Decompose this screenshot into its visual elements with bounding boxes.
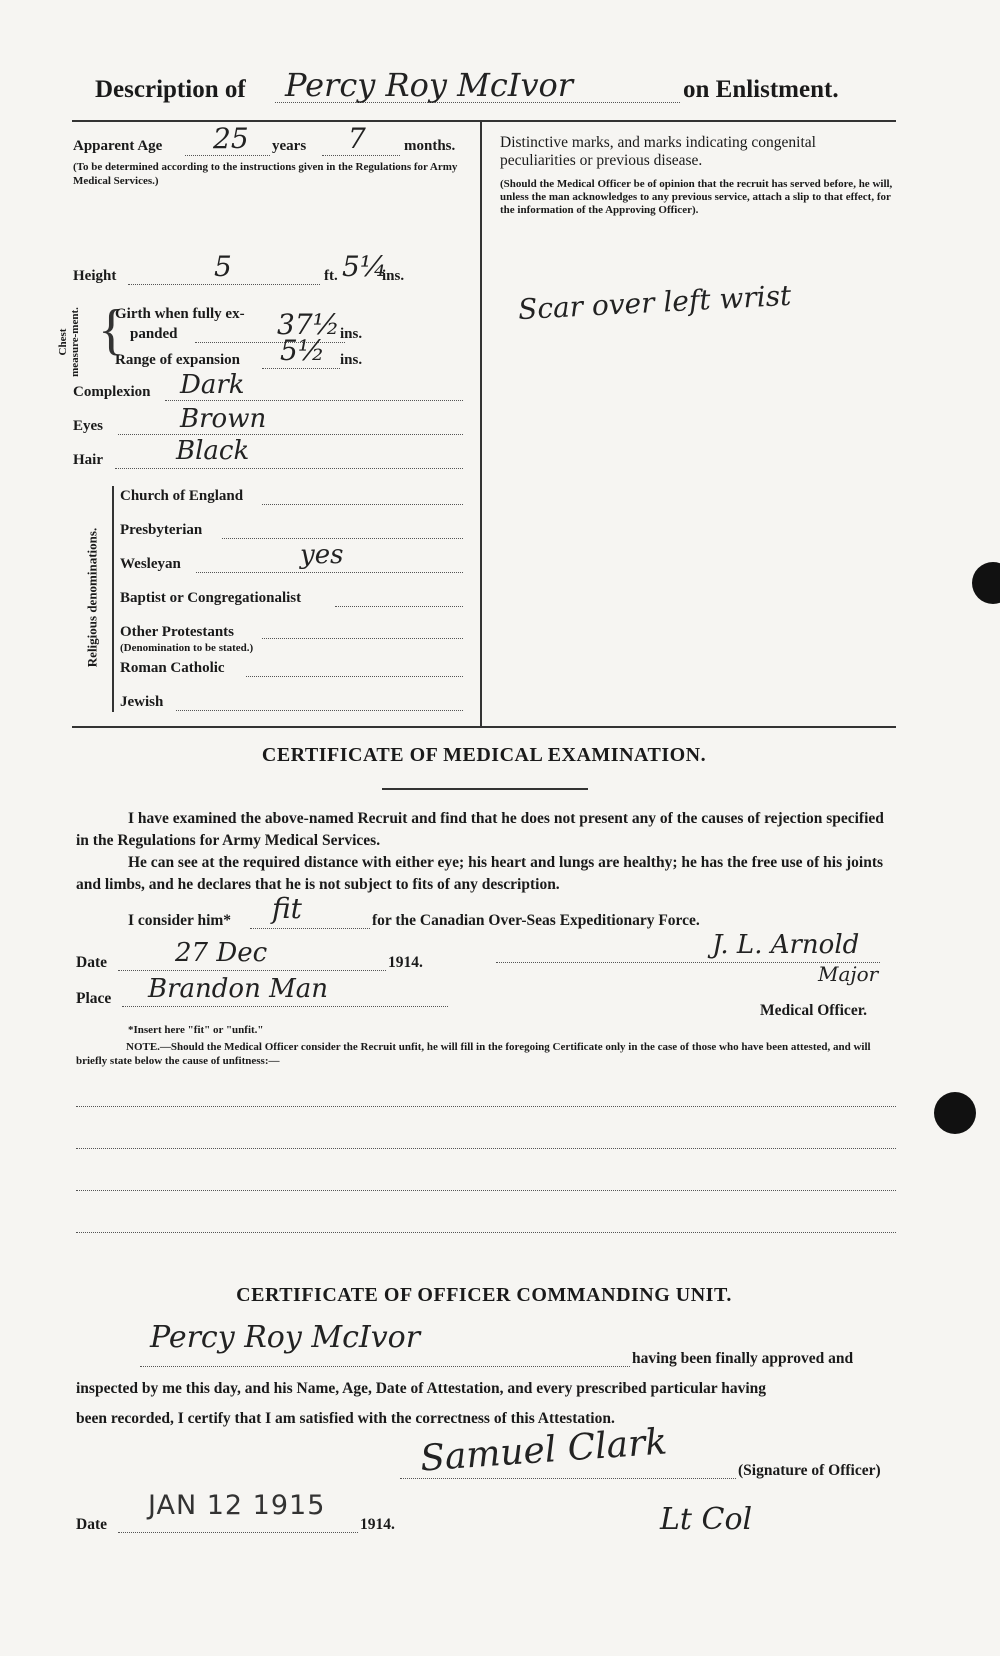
medical-para-2: He can see at the required distance with either eye; his heart and lungs are healthy; he has the free use of his joints and limbs, and he declares that he is not subject to fits of any description. — [76, 854, 884, 893]
consider-suffix: for the Canadian Over-Seas Expeditionary Force. — [372, 912, 700, 929]
girth-value: 37½ — [277, 308, 340, 341]
expansion-unit: ins. — [340, 352, 363, 368]
commanding-signature: Samuel Clark — [418, 1421, 669, 1480]
commanding-date-label: Date — [76, 1516, 107, 1533]
religion-bracket — [112, 486, 114, 712]
commanding-text-1: having been finally approved and — [632, 1350, 854, 1367]
months-label: months. — [404, 138, 456, 154]
religion-presbyterian: Presbyterian — [120, 522, 203, 538]
chest-side-label: Chest measure-ment. — [57, 307, 81, 377]
attestation-page: Description of Percy Roy McIvor on Enlistment. Apparent Age 25 years 7 months. (To be determined according to the instructions given in the Regulations for Army Medical Services.) Height 5 ft. 5¼ ins. Chest measure-ment. { Girth when fully ex- panded 37½ ins. Range of expansion 5½ ins. Complexion Dark Eyes Brown Hair Black Religious denominations. Church of England Presbyterian Wesleyan yes Baptist or Congregationalist Other Protestants (Denomination to be stated.) Roman Catholic Jewish Distinctive marks, and marks indicating congenital peculiarities or previous disease. (Should the Medical Officer be of opinion that the recruit has served before, he will, unless the man acknowledges to any previous service, attach a slip to that effect, for the information of the Approving Officer). Scar over left wrist CERTIFICATE OF MEDICAL EXAMINATION. I have examined the above-named Recruit and find that he does not present any of the causes of rejection specified in the Regulations for Army Medical Services. He can see at the required distance with either eye; his heart and lungs are healthy; he has the free use of his joints and limbs, and he declares that he is not subject to fits of any description. I consider him* fit for the Canadian Over-Seas Expeditionary Force. Date 27 Dec 1914. Place Brandon Man J. L. Arnold Major Medical Officer. *Insert here "fit" or "unfit." NOTE.—Should the Medical Officer consider the Recruit unfit, he will fill in the foregoing Certificate only in the case of those who have been attested, and will briefly state below the cause of unfitness:— CERTIFICATE OF OFFICER COMMANDING UNIT. Percy Roy McIvor having been finally approved and inspected by me this day, and his Name, Age, Date of Attestation, and every prescribed particular having been recorded, I certify that I am satisfied with the correctness of this Attestation. Samuel Clark (Signature of Officer) Lt Col Date JAN 12 1915 1914. — [0, 0, 1000, 1656]
expansion-label: Range of expansion — [115, 352, 241, 368]
commanding-name-value: Percy Roy McIvor — [150, 1320, 421, 1355]
header-title-prefix: Description of — [95, 76, 246, 103]
medical-date-label: Date — [76, 954, 107, 971]
age-years: 25 — [213, 122, 249, 155]
years-label: years — [272, 138, 307, 154]
hair-value: Black — [176, 436, 250, 466]
eyes-label: Eyes — [73, 418, 103, 434]
expansion-value: 5½ — [280, 334, 325, 367]
unfitness-line-4 — [76, 1232, 896, 1233]
medical-title: CERTIFICATE OF MEDICAL EXAMINATION. — [261, 744, 707, 766]
commanding-signature-label: (Signature of Officer) — [738, 1462, 881, 1479]
religion-wesleyan: Wesleyan — [120, 556, 181, 572]
punch-hole-bottom — [934, 1092, 976, 1134]
unfitness-line-3 — [76, 1190, 896, 1191]
marks-heading-1: Distinctive marks, and marks indicating congenital — [500, 134, 816, 151]
age-label: Apparent Age — [73, 138, 163, 154]
complexion-label: Complexion — [73, 384, 151, 400]
top-rule — [72, 120, 896, 122]
consider-prefix: I consider him* — [128, 912, 232, 929]
commanding-text-3: been recorded, I certify that I am satisfied with the correctness of this Attestation. — [76, 1410, 615, 1427]
commanding-title: CERTIFICATE OF OFFICER COMMANDING UNIT. — [236, 1284, 732, 1306]
height-ft: 5 — [214, 250, 232, 283]
medical-para-1: I have examined the above-named Recruit and find that he does not present any of the causes of rejection specified in the Regulations for Army Medical Services. — [76, 810, 884, 849]
marks-heading-2: peculiarities or previous disease. — [500, 152, 703, 169]
marks-value: Scar over left wrist — [517, 278, 793, 327]
medical-date-value: 27 Dec — [175, 938, 268, 968]
religion-wesleyan-value: yes — [300, 540, 344, 570]
medical-officer-label: Medical Officer. — [760, 1002, 868, 1019]
religion-church-of-england: Church of England — [120, 488, 244, 504]
unfitness-line-1 — [76, 1106, 896, 1107]
girth-unit: ins. — [340, 326, 363, 342]
header-title-suffix: on Enlistment. — [683, 76, 839, 103]
section-rule — [72, 726, 896, 728]
marks-note: (Should the Medical Officer be of opinion that the recruit has served before, he will, unless the man acknowledges to any previous service, attach a slip to that effect, for the information of the Approving Officer). — [500, 178, 893, 216]
religion-baptist: Baptist or Congregationalist — [120, 590, 302, 606]
hair-label: Hair — [73, 452, 103, 468]
age-months: 7 — [348, 122, 366, 155]
medical-officer-signature: J. L. Arnold — [712, 930, 860, 960]
punch-hole-top — [972, 562, 1000, 604]
recruit-name: Percy Roy McIvor — [285, 66, 574, 104]
height-label: Height — [73, 268, 117, 284]
ft-label: ft. — [324, 268, 338, 284]
complexion-value: Dark — [180, 370, 245, 400]
religion-other-protestants: Other Protestants — [120, 624, 235, 640]
religion-jewish: Jewish — [120, 694, 164, 710]
age-note: (To be determined according to the instructions given in the Regulations for Army Medical Services.) — [73, 161, 458, 187]
commanding-signature-rank: Lt Col — [660, 1502, 753, 1537]
medical-note: NOTE.—Should the Medical Officer consider the Recruit unfit, he will fill in the foregoing Certificate only in the case of those who have been attested, and will briefly state below the cause of unfitness:— — [76, 1041, 871, 1067]
religion-other-note: (Denomination to be stated.) — [120, 642, 254, 654]
insert-note: *Insert here "fit" or "unfit." — [128, 1024, 264, 1036]
eyes-value: Brown — [180, 404, 267, 434]
column-divider — [480, 122, 482, 726]
commanding-date-year: 1914. — [360, 1516, 395, 1533]
girth-label-1: Girth when fully ex- — [115, 306, 245, 322]
consider-value: fit — [272, 892, 302, 925]
religion-side-label: Religious denominations. — [84, 527, 100, 668]
medical-place-value: Brandon Man — [148, 974, 328, 1004]
commanding-text-2: inspected by me this day, and his Name, Age, Date of Attestation, and every prescribed particular having — [76, 1380, 767, 1397]
girth-label-2: panded — [130, 326, 178, 342]
height-in: 5¼ — [342, 250, 387, 283]
ins-label: ins. — [382, 268, 405, 284]
medical-title-rule — [382, 788, 588, 790]
medical-date-year: 1914. — [388, 954, 423, 971]
religion-roman-catholic: Roman Catholic — [120, 660, 225, 676]
unfitness-line-2 — [76, 1148, 896, 1149]
medical-place-label: Place — [76, 990, 112, 1007]
medical-officer-rank: Major — [818, 962, 879, 986]
commanding-date-stamp: JAN 12 1915 — [148, 1490, 326, 1521]
